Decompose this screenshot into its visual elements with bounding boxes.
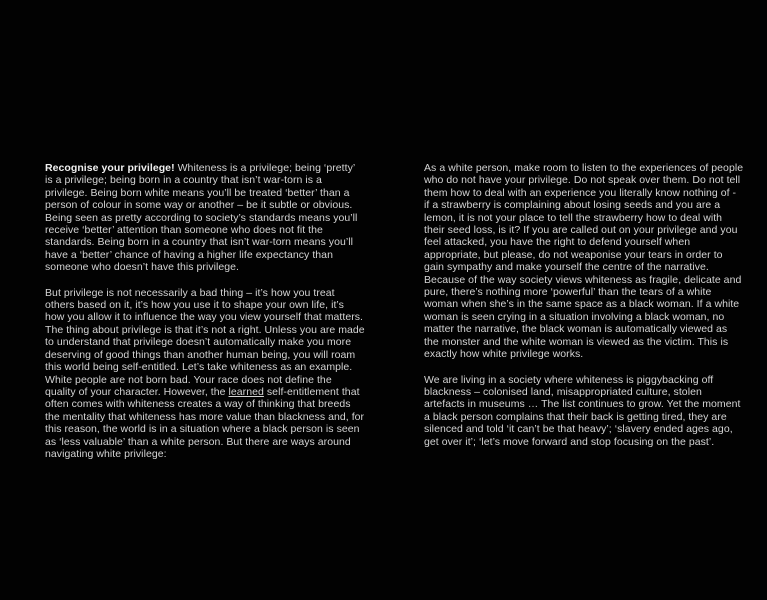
right-paragraph-1: As a white person, make room to listen to the experiences of people who do not have your privilege. Do not speak over them. Do not tell them how to deal with an experience you literally know nothing of - if a strawberry is complaining about losing seeds and you are a lemon, it is not your place to tell the strawberry how to deal with their seed loss, is it? If you are called out on your privilege and you feel attacked, you have the right to defend yourself when appropriate, but please, do not weaponise your tears in order to gain sympathy and make yourself the centre of the narrative. Because of the way society views whiteness as fragile, delicate and pure, there’s nothing more ‘powerful’ than the tears of a white woman when she’s in the same space as a black woman. If a white woman is seen crying in a situation involving a black woman, no matter the narrative, the black woman is automatically viewed as the monster and the white woman is viewed as the victim. This is exactly how white privilege works. xyxy=(424,162,744,361)
left-paragraph-2 xyxy=(45,287,365,461)
right-paragraph-2: We are living in a society where whiteness is piggybacking off blackness – colonised land, misappropriated culture, stolen artefacts in museums … The list continues to grow. Yet the moment a black person complains that their back is getting tired, they are silenced and told ‘it can’t be that heavy’; ‘slavery ended ages ago, get over it’; ‘let’s move forward and stop focusing on the past’. xyxy=(424,373,741,448)
left-paragraph-1-body: Whiteness is a privilege; being ‘pretty’ is a privilege; being born in a country that isn’t war-torn is a privilege. Being born white means you’ll be treated ‘better’ than a person of colour in some way or another – be it subtle or obvious. Being seen as pretty according to society’s standards means you’ll receive ‘better’ attention than someone who does not fit the standards. Being born in a country that isn’t war-torn means you’ll have a ‘better’ chance of having a higher life expectancy than someone who doesn’t have this privilege. xyxy=(45,162,358,274)
left-paragraph-2-after: self-entitlement that often comes with whiteness creates a way of thinking that breeds the mentality that whiteness has more value than blackness and, for this reason, the world is in a situation where a black person is seen as ‘less valuable’ than a white person. But there are ways around navigating white privilege: xyxy=(45,385,365,460)
left-page-text xyxy=(45,162,365,473)
paragraph-lead-heading: Recognise your privilege! xyxy=(45,162,175,174)
left-paragraph-1 xyxy=(45,162,365,274)
right-page-text xyxy=(424,162,744,461)
underlined-word: learned xyxy=(228,385,264,398)
left-paragraph-2-before: But privilege is not necessarily a bad thing – it’s how you treat others based on it, it’s how you use it to shape your own life, it’s how you allow it to influence the way you view yourself that matters. The thing about privilege is that it’s not a right. Unless you are made to understand that privilege doesn’t automatically make you more deserving of good things than another human being, you will roam this world being self-entitled. Let’s take whiteness as an example. White people are not born bad. Your race does not define the quality of your character. However, the xyxy=(45,286,365,398)
